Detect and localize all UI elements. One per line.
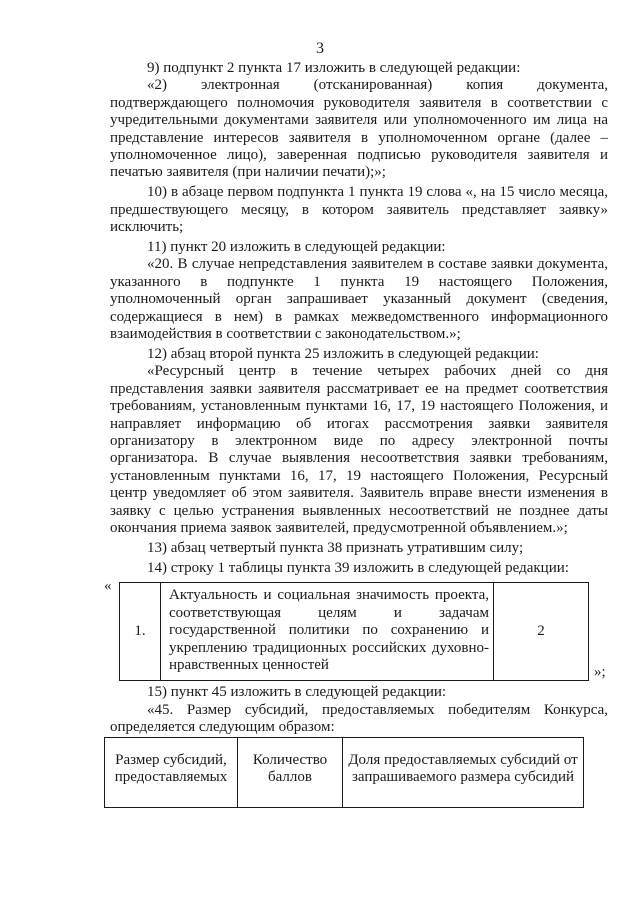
paragraph-item-15: 15) пункт 45 изложить в следующей редакции:	[147, 684, 447, 701]
table1-block	[104, 578, 608, 684]
paragraph-item-11: 11) пункт 20 изложить в следующей редакции:	[147, 239, 446, 256]
paragraph-item-10: 10) в абзаце первом подпункта 1 пункта 19 слова «, на 15 число месяца, предшествующего месяцу, в котором заявитель представляет заявку» исключить;	[110, 184, 608, 236]
table-header-row	[105, 738, 584, 808]
header-subsidy-size: Размер субсидий, предоставляемых	[105, 738, 238, 808]
quote-close: »;	[594, 664, 606, 681]
page-number: 3	[316, 40, 324, 57]
subsidy-table	[104, 737, 584, 808]
criterion-cell: Актуальность и социальная значимость проекта, соответствующая целям и задачам государственной политики по сохранению и укреплению традиционных российских духовно-нравственных ценностей	[161, 583, 494, 681]
paragraph-item-9-text: «2) электронная (отсканированная) копия документа, подтверждающего полномочия руководителя заявителя в соответствии с учредительными документами заявителя или уполномоченного им лица на представление интересов заявителя в уполномоченном органе (далее – уполномоченное лицо), заверенная подписью руководителя заявителя и печатью заявителя (при наличии печати);»;	[110, 77, 608, 181]
paragraph-item-9: 9) подпункт 2 пункта 17 изложить в следующей редакции:	[147, 60, 521, 76]
paragraph-item-11-text: «20. В случае непредставления заявителем в составе заявки документа, указанного в подпункте 1 пункта 19 настоящего Положения, уполномоченный орган запрашивает указанный документ (сведения, содержащиеся в нем) в рамках межведомственного информационного взаимодействия в соответствии с законодательством.»;	[110, 256, 608, 343]
document-body	[104, 60, 608, 737]
paragraph-item-12: 12) абзац второй пункта 25 изложить в следующей редакции:	[147, 346, 539, 362]
row-number-cell: 1.	[120, 583, 161, 681]
table-row	[120, 583, 589, 681]
paragraph-item-12-text: «Ресурсный центр в течение четырех рабочих дней со дня представления заявки заявителя рассматривает ее на предмет соответствия требованиям, установленным пунктами 16, 17, 19 настоящего Положения, и направляет информацию об итогах рассмотрения заявки заявителя организатору в электронном виде по адресу электронной почты организатора. В случае выявления несоответствия заявки требованиям, установленным пунктами 16, 17, 19 настоящего Положения, Ресурсный центр уведомляет об этом заявителя. Заявитель вправе внести изменения в заявку с целью устранения выявленных несоответствий не позднее даты окончания приема заявок заявителей, предусмотренной объявлением.»;	[110, 363, 608, 537]
header-points: Количество баллов	[238, 738, 343, 808]
paragraph-item-14: 14) строку 1 таблицы пункта 39 изложить в следующей редакции:	[147, 559, 569, 576]
criteria-table	[119, 582, 589, 681]
paragraph-item-13: 13) абзац четвертый пункта 38 признать утратившим силу;	[147, 539, 524, 556]
quote-open: «	[104, 578, 112, 595]
header-subsidy-share: Доля предоставляемых субсидий от запрашиваемого размера субсидий	[343, 738, 584, 808]
points-cell: 2	[494, 583, 589, 681]
paragraph-item-15-text: «45. Размер субсидий, предоставляемых победителям Конкурса, определяется следующим образом:	[110, 701, 608, 736]
